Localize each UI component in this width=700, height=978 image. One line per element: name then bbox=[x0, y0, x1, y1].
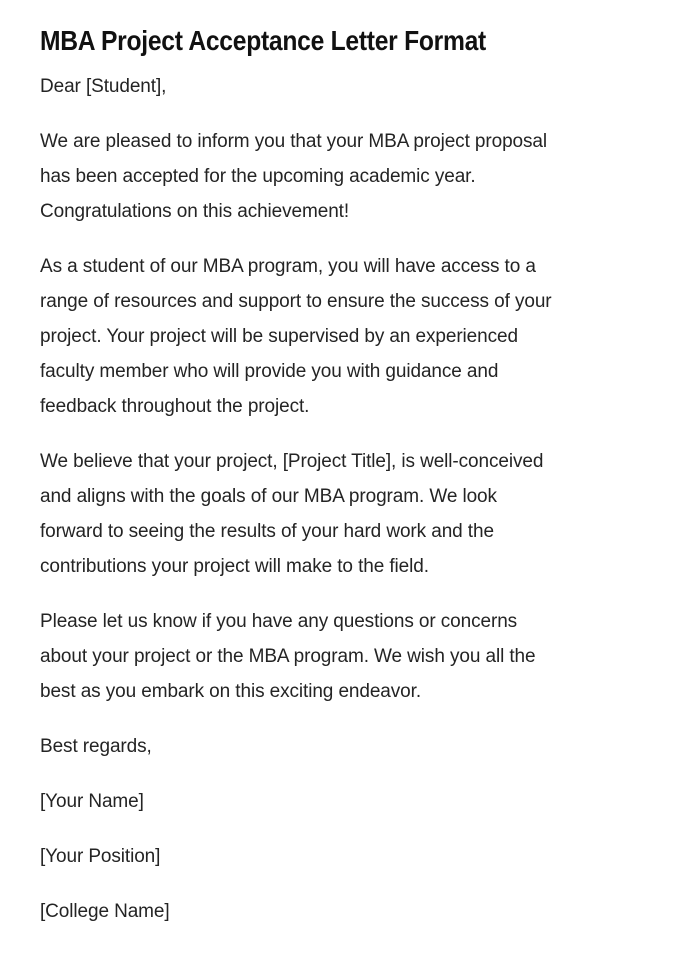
text-line: Best regards, bbox=[40, 736, 152, 757]
signature-position bbox=[40, 839, 670, 874]
text-line: As a student of our MBA program, you will have access to a bbox=[40, 256, 536, 277]
page-title: MBA Project Acceptance Letter Format bbox=[40, 25, 486, 56]
paragraph-resources bbox=[40, 249, 670, 424]
text-line: forward to seeing the results of your hard work and the bbox=[40, 521, 494, 542]
paragraph-belief bbox=[40, 444, 670, 584]
text-line: about your project or the MBA program. We wish you all the bbox=[40, 646, 536, 667]
signature-college bbox=[40, 894, 670, 929]
paragraph-questions bbox=[40, 604, 670, 709]
text-line: Congratulations on this achievement! bbox=[40, 201, 350, 222]
text-line: [College Name] bbox=[40, 901, 170, 922]
text-line: Dear [Student], bbox=[40, 76, 167, 97]
closing bbox=[40, 729, 670, 764]
paragraph-acceptance bbox=[40, 124, 670, 229]
text-line: contributions your project will make to the field. bbox=[40, 556, 429, 577]
text-line: [Your Position] bbox=[40, 846, 161, 867]
text-line: has been accepted for the upcoming academic year. bbox=[40, 166, 476, 187]
text-line: Please let us know if you have any questions or concerns bbox=[40, 611, 518, 632]
text-line: faculty member who will provide you with guidance and bbox=[40, 361, 499, 382]
text-line: feedback throughout the project. bbox=[40, 396, 310, 417]
text-line: and aligns with the goals of our MBA program. We look bbox=[40, 486, 497, 507]
text-line: We believe that your project, [Project Title], is well-conceived bbox=[40, 451, 544, 472]
text-line: project. Your project will be supervised by an experienced bbox=[40, 326, 518, 347]
salutation bbox=[40, 69, 670, 104]
text-line: [Your Name] bbox=[40, 791, 144, 812]
text-line: We are pleased to inform you that your MBA project proposal bbox=[40, 131, 548, 152]
text-line: range of resources and support to ensure the success of your bbox=[40, 291, 552, 312]
text-line: best as you embark on this exciting endeavor. bbox=[40, 681, 422, 702]
signature-name bbox=[40, 784, 670, 819]
